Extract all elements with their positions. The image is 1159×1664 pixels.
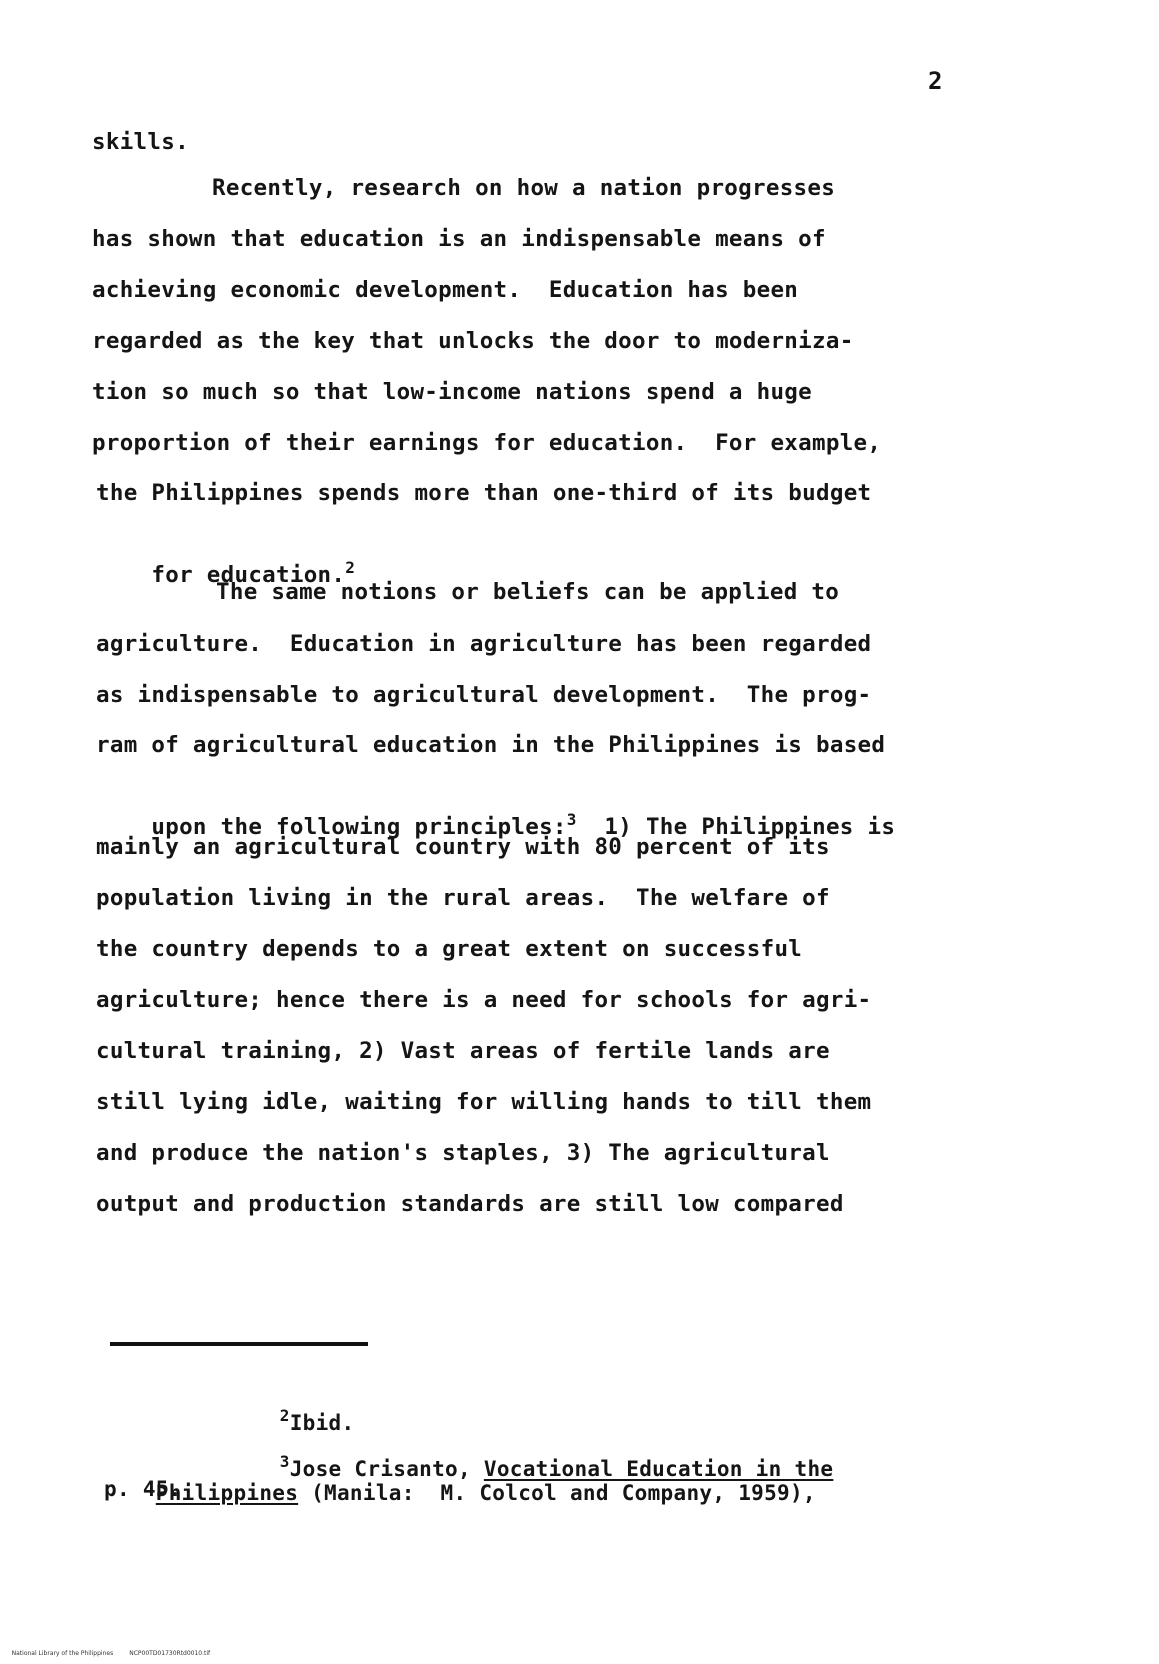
footer-library: National Library of the Philippines xyxy=(11,1650,114,1657)
body-line: agriculture; hence there is a need for schools for agri- xyxy=(96,987,872,1013)
body-line: the country depends to a great extent on successful xyxy=(96,936,803,962)
body-line: as indispensable to agricultural development. The prog- xyxy=(96,682,872,708)
footnote-title: Philippines xyxy=(155,1481,299,1505)
body-line-text: 1) The Philippines is xyxy=(604,814,896,840)
footnote-ref-2: 2 xyxy=(345,558,356,577)
body-line: cultural training, 2) Vast areas of fertile lands are xyxy=(96,1038,830,1064)
footnote-ref-3: 3 xyxy=(566,810,577,829)
footnote-3-line2 xyxy=(104,1454,816,1532)
body-line: skills. xyxy=(92,129,189,155)
body-line: output and production standards are still low compared xyxy=(96,1191,844,1217)
body-line: the Philippines spends more than one-third of its budget xyxy=(96,480,872,506)
footnote-3-line3: p. 45. xyxy=(104,1477,182,1501)
body-line: regarded as the key that unlocks the door to moderniza- xyxy=(92,328,854,354)
body-line: Recently, research on how a nation progresses xyxy=(212,175,836,201)
footnote-text: Ibid. xyxy=(289,1411,355,1435)
scan-footer xyxy=(4,1643,226,1664)
body-line: has shown that education is an indispensable means of xyxy=(92,226,826,252)
body-line: mainly an agricultural country with 80 percent of its xyxy=(96,834,830,860)
body-line: agriculture. Education in agriculture has been regarded xyxy=(96,631,872,657)
body-line: achieving economic development. Education has been xyxy=(92,277,799,303)
body-line-text: upon the following principles: xyxy=(151,814,567,840)
body-line-text: for education. xyxy=(151,562,346,588)
body-line: tion so much so that low-income nations spend a huge xyxy=(92,379,812,405)
body-line: proportion of their earnings for education. For example, xyxy=(92,430,882,456)
body-line: still lying idle, waiting for willing hands to till them xyxy=(96,1089,872,1115)
footnote-separator xyxy=(110,1342,368,1346)
body-line: population living in the rural areas. The welfare of xyxy=(96,885,830,911)
body-line: and produce the nation's staples, 3) The agricultural xyxy=(96,1140,830,1166)
footer-file-id: NCP00TD01730Rtd0010.tif xyxy=(129,1650,211,1657)
body-line: The same notions or beliefs can be applied to xyxy=(216,579,840,605)
body-line: ram of agricultural education in the Philippines is based xyxy=(96,732,886,758)
footnote-mark: 2 xyxy=(279,1406,290,1425)
page-number: 2 xyxy=(928,67,943,95)
footnote-mark: 3 xyxy=(279,1452,290,1471)
footnote-publisher: (Manila: M. Colcol and Company, 1959), xyxy=(298,1481,816,1505)
footnote-title: Vocational Education in the xyxy=(483,1457,834,1481)
footnote-author: Jose Crisanto, xyxy=(289,1457,484,1481)
